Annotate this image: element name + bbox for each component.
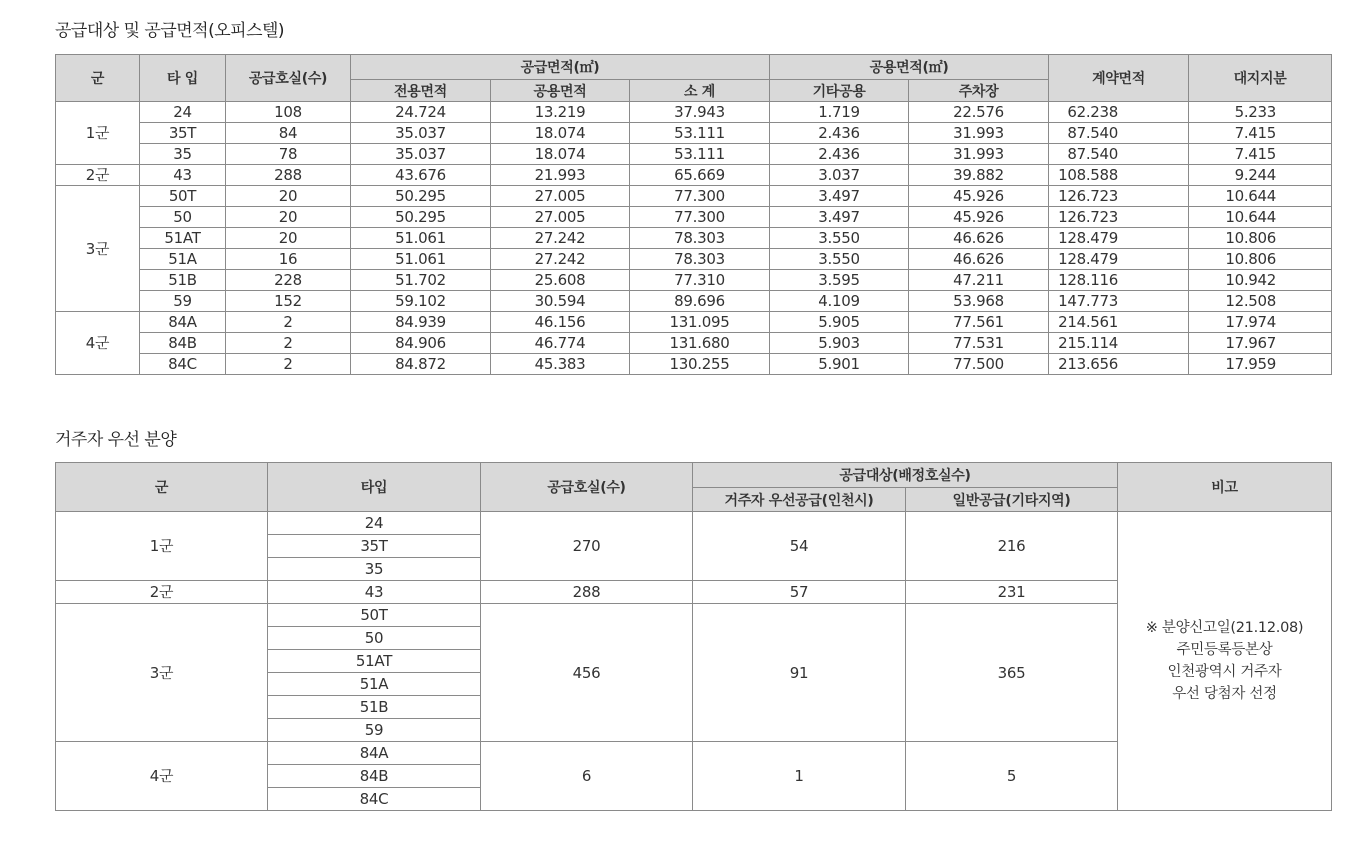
cell-exclusive: 51.061 — [351, 249, 491, 270]
cell-other-common: 3.550 — [770, 249, 909, 270]
cell-other-common: 5.903 — [770, 333, 909, 354]
table-row — [56, 207, 1332, 228]
cell-exclusive: 51.061 — [351, 228, 491, 249]
cell-contract: 108.588 — [1049, 165, 1189, 186]
cell-type: 43 — [140, 165, 226, 186]
cell-general: 5 — [906, 742, 1118, 811]
cell-land: 10.806 — [1189, 228, 1332, 249]
cell-type: 59 — [268, 719, 481, 742]
header-shared-area: 공용면적(㎡) — [770, 55, 1049, 80]
resident-priority-table — [55, 462, 1332, 811]
cell-general: 365 — [906, 604, 1118, 742]
cell-type: 35 — [140, 144, 226, 165]
header-type: 타 입 — [140, 55, 226, 102]
cell-other-common: 3.595 — [770, 270, 909, 291]
cell-type: 84B — [268, 765, 481, 788]
cell-other-common: 2.436 — [770, 123, 909, 144]
cell-subtotal: 37.943 — [630, 102, 770, 123]
note-line: ※ 분양신고일(21.12.08) — [1145, 620, 1304, 636]
table-row — [56, 249, 1332, 270]
cell-type: 84A — [268, 742, 481, 765]
cell-note — [1118, 512, 1332, 811]
cell-type: 50 — [268, 627, 481, 650]
cell-subtotal: 78.303 — [630, 249, 770, 270]
cell-units: 20 — [226, 228, 351, 249]
table-row — [56, 354, 1332, 375]
cell-resident: 1 — [693, 742, 906, 811]
cell-units: 2 — [226, 354, 351, 375]
cell-land: 17.974 — [1189, 312, 1332, 333]
cell-type: 84A — [140, 312, 226, 333]
cell-exclusive: 50.295 — [351, 207, 491, 228]
cell-parking: 46.626 — [909, 249, 1049, 270]
cell-type: 51B — [268, 696, 481, 719]
cell-group: 1군 — [56, 102, 140, 165]
cell-exclusive: 24.724 — [351, 102, 491, 123]
cell-land: 5.233 — [1189, 102, 1332, 123]
cell-contract: 62.238 — [1049, 102, 1189, 123]
header-general: 일반공급(기타지역) — [906, 488, 1118, 512]
cell-parking: 77.500 — [909, 354, 1049, 375]
cell-common: 46.774 — [491, 333, 630, 354]
cell-group: 2군 — [56, 581, 268, 604]
cell-other-common: 3.037 — [770, 165, 909, 186]
cell-exclusive: 84.872 — [351, 354, 491, 375]
cell-contract: 87.540 — [1049, 123, 1189, 144]
cell-other-common: 3.497 — [770, 186, 909, 207]
cell-common: 18.074 — [491, 123, 630, 144]
header-note: 비고 — [1118, 463, 1332, 512]
cell-contract: 126.723 — [1049, 186, 1189, 207]
cell-other-common: 3.550 — [770, 228, 909, 249]
cell-contract: 126.723 — [1049, 207, 1189, 228]
cell-units: 84 — [226, 123, 351, 144]
cell-parking: 47.211 — [909, 270, 1049, 291]
table-row — [56, 165, 1332, 186]
cell-contract: 147.773 — [1049, 291, 1189, 312]
cell-group: 3군 — [56, 604, 268, 742]
note-line: 우선 당첨자 선정 — [1172, 686, 1277, 702]
cell-contract: 214.561 — [1049, 312, 1189, 333]
cell-land: 7.415 — [1189, 123, 1332, 144]
cell-type: 51AT — [268, 650, 481, 673]
cell-land: 10.806 — [1189, 249, 1332, 270]
cell-common: 27.005 — [491, 186, 630, 207]
cell-common: 21.993 — [491, 165, 630, 186]
cell-type: 84B — [140, 333, 226, 354]
cell-other-common: 3.497 — [770, 207, 909, 228]
cell-type: 50T — [140, 186, 226, 207]
cell-type: 35 — [268, 558, 481, 581]
supply-area-table — [55, 54, 1332, 375]
cell-exclusive: 35.037 — [351, 144, 491, 165]
cell-general: 231 — [906, 581, 1118, 604]
cell-other-common: 2.436 — [770, 144, 909, 165]
cell-contract: 128.479 — [1049, 249, 1189, 270]
cell-units: 16 — [226, 249, 351, 270]
table-row — [56, 144, 1332, 165]
cell-common: 18.074 — [491, 144, 630, 165]
table-row — [56, 228, 1332, 249]
cell-type: 51B — [140, 270, 226, 291]
header-type: 타입 — [268, 463, 481, 512]
cell-units: 2 — [226, 333, 351, 354]
cell-units: 6 — [481, 742, 693, 811]
cell-resident: 57 — [693, 581, 906, 604]
cell-subtotal: 77.300 — [630, 207, 770, 228]
cell-resident: 54 — [693, 512, 906, 581]
header-supply-area: 공급면적(㎡) — [351, 55, 770, 80]
cell-general: 216 — [906, 512, 1118, 581]
header-other-common: 기타공용 — [770, 80, 909, 102]
cell-units: 288 — [226, 165, 351, 186]
cell-common: 27.242 — [491, 228, 630, 249]
cell-parking: 77.561 — [909, 312, 1049, 333]
cell-common: 27.242 — [491, 249, 630, 270]
header-target: 공급대상(배정호실수) — [693, 463, 1118, 488]
cell-subtotal: 53.111 — [630, 144, 770, 165]
cell-land: 7.415 — [1189, 144, 1332, 165]
table-row — [56, 102, 1332, 123]
cell-units: 288 — [481, 581, 693, 604]
cell-parking: 77.531 — [909, 333, 1049, 354]
cell-type: 24 — [268, 512, 481, 535]
cell-land: 17.959 — [1189, 354, 1332, 375]
cell-land: 12.508 — [1189, 291, 1332, 312]
cell-contract: 87.540 — [1049, 144, 1189, 165]
cell-type: 51A — [140, 249, 226, 270]
cell-subtotal: 53.111 — [630, 123, 770, 144]
header-contract-area: 계약면적 — [1049, 55, 1189, 102]
cell-other-common: 4.109 — [770, 291, 909, 312]
cell-land: 10.644 — [1189, 186, 1332, 207]
cell-units: 270 — [481, 512, 693, 581]
header-common: 공용면적 — [491, 80, 630, 102]
header-exclusive: 전용면적 — [351, 80, 491, 102]
cell-contract: 213.656 — [1049, 354, 1189, 375]
cell-subtotal: 131.095 — [630, 312, 770, 333]
header-subtotal: 소 계 — [630, 80, 770, 102]
cell-subtotal: 77.300 — [630, 186, 770, 207]
section-title-officetel-supply: 공급대상 및 공급면적(오피스텔) — [55, 21, 285, 41]
cell-type: 50 — [140, 207, 226, 228]
header-resident: 거주자 우선공급(인천시) — [693, 488, 906, 512]
cell-units: 20 — [226, 186, 351, 207]
cell-common: 25.608 — [491, 270, 630, 291]
cell-units: 20 — [226, 207, 351, 228]
table-row — [56, 186, 1332, 207]
note-line: 인천광역시 거주자 — [1167, 664, 1282, 680]
cell-subtotal: 130.255 — [630, 354, 770, 375]
cell-land: 10.644 — [1189, 207, 1332, 228]
header-parking: 주차장 — [909, 80, 1049, 102]
cell-parking: 45.926 — [909, 207, 1049, 228]
cell-contract: 128.479 — [1049, 228, 1189, 249]
cell-units: 228 — [226, 270, 351, 291]
cell-type: 51AT — [140, 228, 226, 249]
table-row — [56, 512, 1332, 535]
cell-land: 10.942 — [1189, 270, 1332, 291]
cell-exclusive: 59.102 — [351, 291, 491, 312]
cell-type: 43 — [268, 581, 481, 604]
cell-subtotal: 89.696 — [630, 291, 770, 312]
cell-parking: 39.882 — [909, 165, 1049, 186]
cell-parking: 53.968 — [909, 291, 1049, 312]
cell-parking: 31.993 — [909, 144, 1049, 165]
cell-common: 30.594 — [491, 291, 630, 312]
cell-contract: 128.116 — [1049, 270, 1189, 291]
cell-land: 9.244 — [1189, 165, 1332, 186]
cell-parking: 31.993 — [909, 123, 1049, 144]
cell-type: 24 — [140, 102, 226, 123]
cell-common: 45.383 — [491, 354, 630, 375]
header-group: 군 — [56, 463, 268, 512]
cell-exclusive: 51.702 — [351, 270, 491, 291]
section-title-resident-priority: 거주자 우선 분양 — [55, 430, 177, 450]
cell-other-common: 5.905 — [770, 312, 909, 333]
cell-parking: 22.576 — [909, 102, 1049, 123]
cell-land: 17.967 — [1189, 333, 1332, 354]
table-row — [56, 291, 1332, 312]
cell-group: 3군 — [56, 186, 140, 312]
table-row — [56, 270, 1332, 291]
cell-exclusive: 43.676 — [351, 165, 491, 186]
cell-units: 78 — [226, 144, 351, 165]
table-row — [56, 312, 1332, 333]
table-row — [56, 333, 1332, 354]
cell-contract: 215.114 — [1049, 333, 1189, 354]
cell-common: 27.005 — [491, 207, 630, 228]
cell-group: 2군 — [56, 165, 140, 186]
cell-type: 84C — [268, 788, 481, 811]
cell-units: 152 — [226, 291, 351, 312]
cell-subtotal: 65.669 — [630, 165, 770, 186]
cell-common: 46.156 — [491, 312, 630, 333]
cell-resident: 91 — [693, 604, 906, 742]
cell-exclusive: 84.939 — [351, 312, 491, 333]
cell-subtotal: 77.310 — [630, 270, 770, 291]
cell-exclusive: 84.906 — [351, 333, 491, 354]
cell-type: 59 — [140, 291, 226, 312]
table-row — [56, 123, 1332, 144]
cell-type: 35T — [268, 535, 481, 558]
cell-exclusive: 35.037 — [351, 123, 491, 144]
cell-other-common: 5.901 — [770, 354, 909, 375]
cell-units: 2 — [226, 312, 351, 333]
cell-units: 108 — [226, 102, 351, 123]
header-units: 공급호실(수) — [226, 55, 351, 102]
cell-type: 51A — [268, 673, 481, 696]
header-group: 군 — [56, 55, 140, 102]
header-units: 공급호실(수) — [481, 463, 693, 512]
cell-group: 4군 — [56, 312, 140, 375]
cell-type: 50T — [268, 604, 481, 627]
cell-other-common: 1.719 — [770, 102, 909, 123]
cell-parking: 45.926 — [909, 186, 1049, 207]
cell-group: 4군 — [56, 742, 268, 811]
cell-common: 13.219 — [491, 102, 630, 123]
cell-units: 456 — [481, 604, 693, 742]
cell-group: 1군 — [56, 512, 268, 581]
note-line: 주민등록등본상 — [1176, 642, 1273, 658]
cell-parking: 46.626 — [909, 228, 1049, 249]
cell-type: 35T — [140, 123, 226, 144]
cell-subtotal: 131.680 — [630, 333, 770, 354]
cell-exclusive: 50.295 — [351, 186, 491, 207]
cell-type: 84C — [140, 354, 226, 375]
header-land-share: 대지지분 — [1189, 55, 1332, 102]
cell-subtotal: 78.303 — [630, 228, 770, 249]
